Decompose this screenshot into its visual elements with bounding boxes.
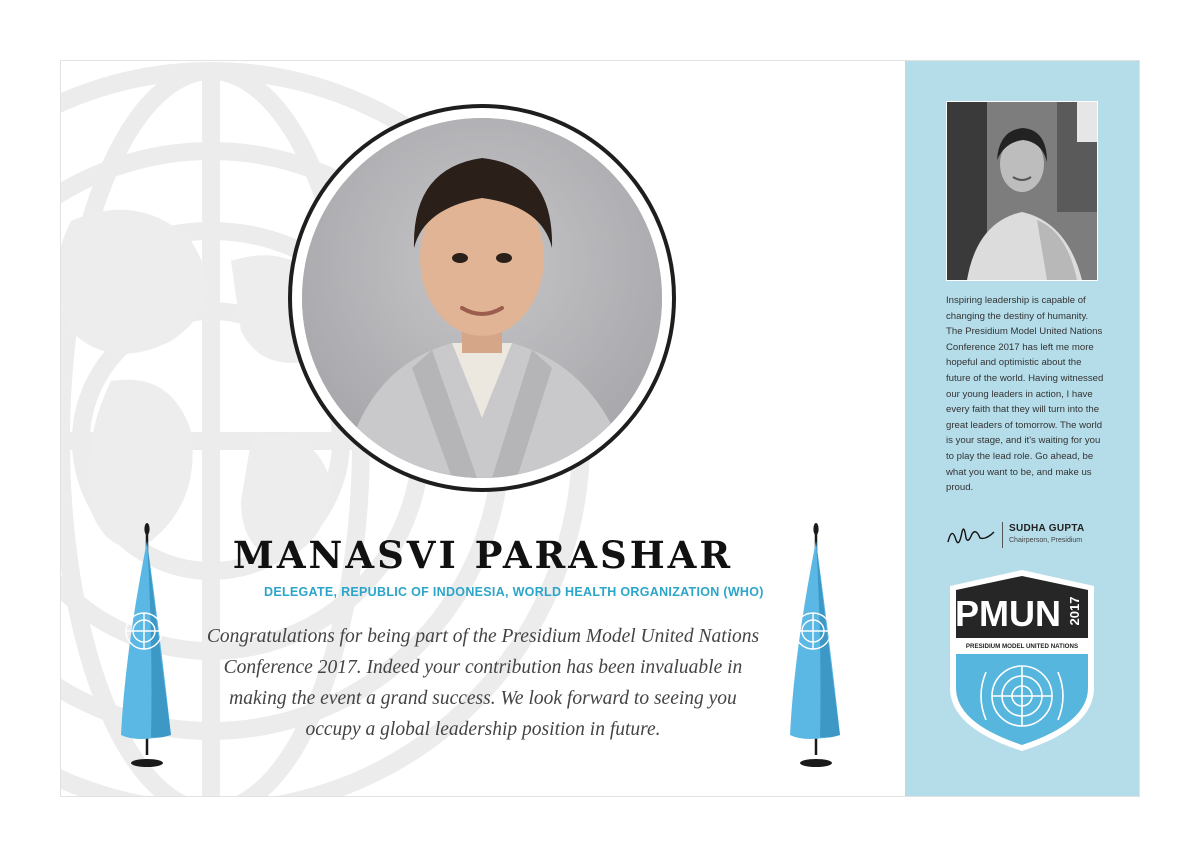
chairperson-quote: Inspiring leadership is capable of changing the destiny of humanity. The Presidium Model United Nations Conference 2017 has left me more hopeful and optimistic about the future of the world. Having witnessed our young leaders in action, I have every faith that they will turn into the great leaders of tomorrow. The world is your stage, and it's waiting for you to play the lead role. Go ahead, be what you want to be, and make us proud. xyxy=(946,295,1104,494)
recipient-name: MANASVI PARASHAR xyxy=(232,533,734,577)
delegate-photo xyxy=(302,118,662,478)
pmun-year: 2017 xyxy=(1067,596,1082,626)
recipient-role: DELEGATE, REPUBLIC OF INDONESIA, WORLD HEALTH ORGANIZATION (WHO) xyxy=(264,585,764,599)
portrait-frame xyxy=(288,104,676,492)
un-flag-left-icon xyxy=(119,523,179,771)
pmun-logo-badge xyxy=(948,568,1096,753)
signature-mark xyxy=(946,520,1000,550)
certificate-message: Congratulations for being part of the Presidium Model United Nations Conference 2017. Indeed your contribution has been invaluable in making the event a grand success. We look forward to seeing you occupy a global leadership position in future. xyxy=(206,626,760,740)
chairperson-photo xyxy=(946,101,1098,281)
chairperson-sidebar xyxy=(905,61,1139,796)
pmun-wordmark: PMUN xyxy=(955,593,1061,634)
un-flag-right-icon xyxy=(788,523,848,771)
pmun-tagline: PRESIDIUM MODEL UNITED NATIONS xyxy=(965,643,1079,650)
certificate-card xyxy=(60,60,1140,797)
signature-divider xyxy=(1002,522,1003,548)
certificate-main xyxy=(61,61,905,796)
signature-block xyxy=(946,520,1106,552)
signatory-title: Chairperson, Presidium xyxy=(1009,537,1083,544)
signatory-name: SUDHA GUPTA xyxy=(1009,523,1085,534)
